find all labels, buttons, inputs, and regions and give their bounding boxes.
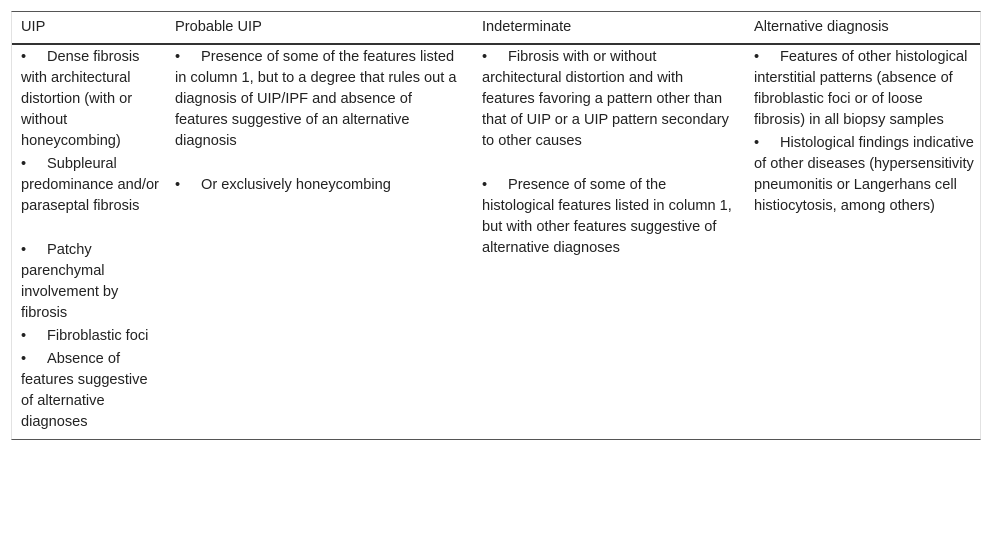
list-item: • Dense fibrosis with architectural distortion (with or without honeycombing): [21, 49, 140, 149]
bullet-icon: •: [482, 177, 488, 193]
header-probable-uip: Probable UIP: [175, 19, 262, 35]
list-item: • Histological findings indicative of other diseases (hypersensitivity pneumonitis or Langerhans cell histiocytosis, among others): [754, 135, 974, 214]
alternative-diagnosis-cell: [745, 47, 980, 433]
list-item: • Absence of features suggestive of alternative diagnoses: [21, 351, 148, 430]
list-item: • Or exclusively honeycombing: [175, 175, 473, 196]
list-item: • Presence of some of the histological features listed in column 1, but with other features suggestive of alternative diagnoses: [482, 177, 732, 256]
bullet-icon: •: [21, 328, 27, 344]
table-header-row: [12, 12, 980, 45]
bullet-icon: •: [21, 49, 27, 65]
probable-uip-cell: [166, 47, 473, 433]
list-item: • Fibrosis with or without architectural distortion and with features favoring a pattern other than that of UIP or a UIP pattern secondary to other causes: [482, 49, 729, 149]
list-item: • Features of other histological interstitial patterns (absence of fibroblastic foci or of loose fibrosis) in all biopsy samples: [754, 49, 968, 128]
list-item: • Patchy parenchymal involvement by fibrosis: [21, 242, 119, 321]
uip-classification-table: [11, 11, 981, 440]
indeterminate-cell: [473, 47, 745, 433]
bullet-icon: •: [754, 135, 760, 151]
header-uip: UIP: [21, 19, 46, 35]
list-item: • Subpleural predominance and/or paraseptal fibrosis: [21, 156, 159, 214]
bullet-icon: •: [754, 49, 760, 65]
header-indeterminate: Indeterminate: [482, 19, 572, 35]
table-body-row: [12, 45, 980, 439]
list-item: • Presence of some of the features listed in column 1, but to a degree that rules out a diagnosis of UIP/IPF and absence of features suggestive of an alternative diagnosis: [175, 49, 457, 149]
uip-cell: [12, 47, 166, 433]
bullet-icon: •: [175, 177, 181, 193]
bullet-icon: •: [21, 156, 27, 172]
list-item: • Fibroblastic foci: [21, 326, 166, 347]
header-alternative-diagnosis: Alternative diagnosis: [754, 19, 889, 35]
bullet-icon: •: [175, 49, 181, 65]
bullet-icon: •: [21, 242, 27, 258]
bullet-icon: •: [21, 351, 27, 367]
bullet-icon: •: [482, 49, 488, 65]
